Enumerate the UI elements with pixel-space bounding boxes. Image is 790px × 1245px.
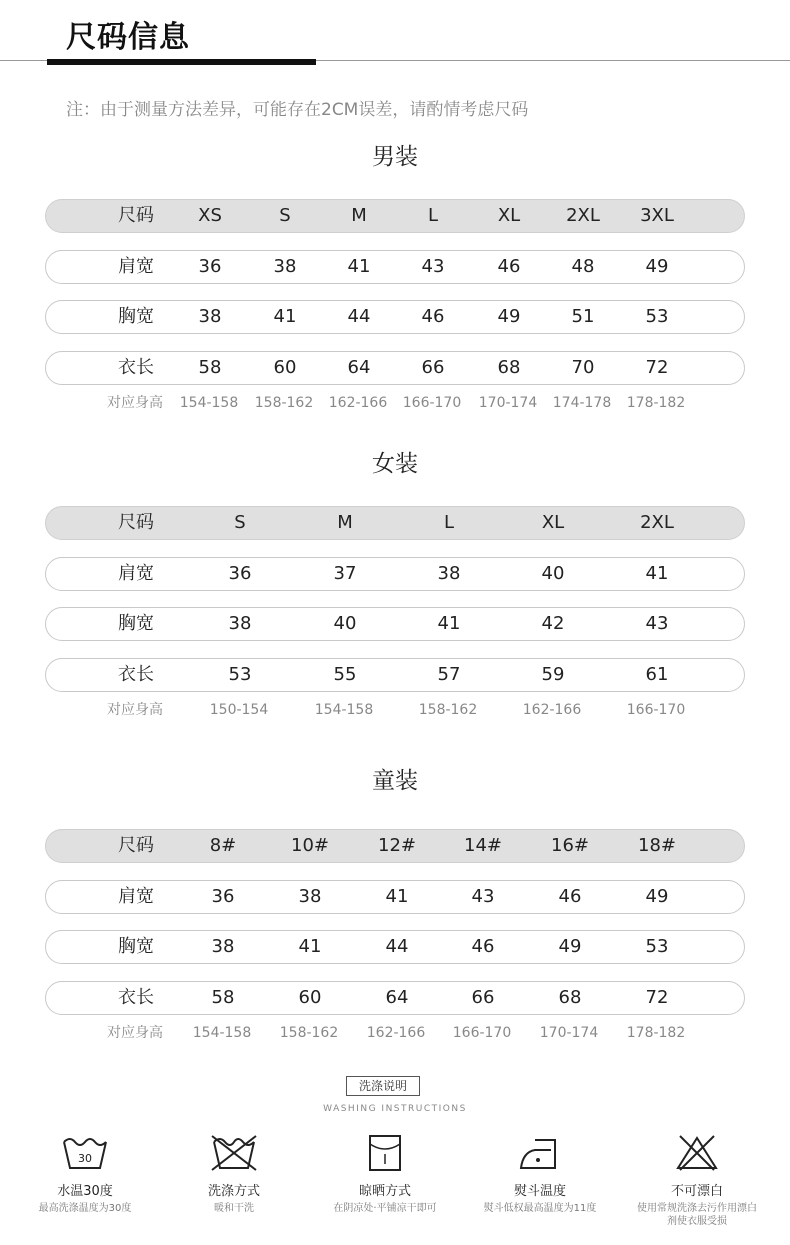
care-title: 不可漂白 xyxy=(670,1184,723,1199)
table-cell: 53 xyxy=(645,936,669,957)
care-title: 洗涤方式 xyxy=(207,1184,260,1199)
iron-icon xyxy=(515,1134,565,1172)
table-cell: 41 xyxy=(273,306,297,327)
table-row-length xyxy=(45,351,745,385)
row-label: 衣长 xyxy=(118,664,154,685)
table-row-shoulder xyxy=(45,250,745,284)
table-row-length xyxy=(45,981,745,1015)
table-cell: 59 xyxy=(541,664,565,685)
table-row-chest xyxy=(45,300,745,334)
table-cell: 49 xyxy=(645,256,669,277)
table-cell: 66 xyxy=(421,357,445,378)
row-label: 胸宽 xyxy=(118,306,154,327)
care-desc: 暖和干洗 xyxy=(214,1203,254,1214)
section-title-kids: 童装 xyxy=(372,768,418,794)
table-cell: 38 xyxy=(211,936,235,957)
table-cell: 49 xyxy=(497,306,521,327)
size-cell: M xyxy=(337,512,353,533)
table-row-length xyxy=(45,658,745,692)
section-title-men: 男装 xyxy=(372,144,418,170)
size-cell: XL xyxy=(541,512,565,533)
height-row xyxy=(45,700,745,720)
height-row xyxy=(45,393,745,413)
table-cell: 36 xyxy=(228,563,252,584)
table-cell: 48 xyxy=(571,256,595,277)
care-title: 晾晒方式 xyxy=(358,1184,411,1199)
table-cell: 41 xyxy=(298,936,322,957)
height-cell: 166-170 xyxy=(626,702,686,718)
height-cell: 166-170 xyxy=(452,1025,512,1041)
size-cell: 14# xyxy=(464,835,502,856)
size-cell: 2XL xyxy=(566,205,600,226)
height-label: 对应身高 xyxy=(107,1025,163,1041)
table-cell: 40 xyxy=(541,563,565,584)
height-cell: 158-162 xyxy=(418,702,478,718)
height-cell: 158-162 xyxy=(254,395,314,411)
care-item-drying xyxy=(310,1134,460,1215)
table-cell: 42 xyxy=(541,613,565,634)
care-title: 水温30度 xyxy=(57,1184,113,1199)
table-cell: 66 xyxy=(471,987,495,1008)
table-cell: 46 xyxy=(421,306,445,327)
height-cell: 162-166 xyxy=(366,1025,426,1041)
table-cell: 68 xyxy=(558,987,582,1008)
section-title-women: 女装 xyxy=(372,451,418,477)
table-cell: 41 xyxy=(347,256,371,277)
height-label: 对应身高 xyxy=(107,702,163,718)
height-cell: 178-182 xyxy=(626,1025,686,1041)
table-cell: 43 xyxy=(421,256,445,277)
size-cell: S xyxy=(234,512,246,533)
row-label: 肩宽 xyxy=(118,563,154,584)
table-cell: 46 xyxy=(497,256,521,277)
care-desc: 在阴凉处·平铺凉干即可 xyxy=(333,1203,437,1214)
table-cell: 44 xyxy=(347,306,371,327)
table-cell: 43 xyxy=(471,886,495,907)
table-row-chest xyxy=(45,930,745,964)
table-cell: 38 xyxy=(198,306,222,327)
size-label: 尺码 xyxy=(118,512,154,533)
care-item-wash-temp xyxy=(10,1134,160,1215)
dry-flat-icon xyxy=(360,1134,410,1172)
size-cell: 18# xyxy=(638,835,676,856)
height-cell: 150-154 xyxy=(209,702,269,718)
height-cell: 158-162 xyxy=(279,1025,339,1041)
height-cell: 154-158 xyxy=(314,702,374,718)
table-cell: 46 xyxy=(471,936,495,957)
height-cell: 154-158 xyxy=(192,1025,252,1041)
size-cell: XL xyxy=(497,205,521,226)
size-cell: XS xyxy=(198,205,222,226)
care-desc: 熨斗低权最高温度为11度 xyxy=(483,1203,597,1214)
size-cell: 16# xyxy=(551,835,589,856)
table-cell: 64 xyxy=(347,357,371,378)
no-bleach-icon xyxy=(672,1134,722,1172)
row-label: 胸宽 xyxy=(118,613,154,634)
size-label: 尺码 xyxy=(118,205,154,226)
washing-title: 洗涤说明 xyxy=(346,1076,420,1096)
height-cell: 166-170 xyxy=(402,395,462,411)
height-cell: 170-174 xyxy=(539,1025,599,1041)
table-cell: 68 xyxy=(497,357,521,378)
height-row xyxy=(45,1023,745,1043)
size-cell: 3XL xyxy=(640,205,674,226)
measurement-note: 注：由于测量方法差异，可能存在2CM误差，请酌情考虑尺码 xyxy=(66,100,529,120)
table-cell: 72 xyxy=(645,987,669,1008)
table-cell: 43 xyxy=(645,613,669,634)
care-item-ironing xyxy=(465,1134,615,1215)
table-cell: 64 xyxy=(385,987,409,1008)
table-cell: 41 xyxy=(437,613,461,634)
height-cell: 154-158 xyxy=(179,395,239,411)
table-cell: 40 xyxy=(333,613,357,634)
height-cell: 162-166 xyxy=(522,702,582,718)
row-label: 衣长 xyxy=(118,357,154,378)
care-item-wash-method xyxy=(159,1134,309,1215)
table-cell: 36 xyxy=(198,256,222,277)
wash-temp-number: 30 xyxy=(78,1152,92,1165)
size-label: 尺码 xyxy=(118,835,154,856)
table-cell: 49 xyxy=(558,936,582,957)
care-item-bleach xyxy=(622,1134,772,1228)
table-cell: 41 xyxy=(385,886,409,907)
size-header-row xyxy=(45,199,745,233)
table-cell: 58 xyxy=(198,357,222,378)
table-cell: 44 xyxy=(385,936,409,957)
table-cell: 60 xyxy=(273,357,297,378)
row-label: 肩宽 xyxy=(118,256,154,277)
size-header-row xyxy=(45,829,745,863)
table-cell: 38 xyxy=(228,613,252,634)
size-cell: M xyxy=(351,205,367,226)
care-desc: 最高洗涤温度为30度 xyxy=(38,1203,132,1214)
table-cell: 61 xyxy=(645,664,669,685)
row-label: 衣长 xyxy=(118,987,154,1008)
table-row-chest xyxy=(45,607,745,641)
washing-subtitle: WASHING INSTRUCTIONS xyxy=(323,1104,467,1114)
table-row-shoulder xyxy=(45,557,745,591)
table-cell: 55 xyxy=(333,664,357,685)
table-cell: 53 xyxy=(228,664,252,685)
table-cell: 38 xyxy=(273,256,297,277)
size-cell: L xyxy=(443,512,455,533)
table-cell: 53 xyxy=(645,306,669,327)
table-cell: 60 xyxy=(298,987,322,1008)
care-desc: 使用常规洗涤去污作用漂白剂使衣服受损 xyxy=(637,1203,757,1227)
height-cell: 162-166 xyxy=(328,395,388,411)
size-cell: 10# xyxy=(291,835,329,856)
size-cell: L xyxy=(427,205,439,226)
size-cell: 12# xyxy=(378,835,416,856)
table-cell: 41 xyxy=(645,563,669,584)
size-cell: 8# xyxy=(209,835,237,856)
no-machine-wash-icon xyxy=(209,1134,259,1172)
wash-30-icon xyxy=(60,1134,110,1172)
height-cell: 178-182 xyxy=(626,395,686,411)
height-cell: 174-178 xyxy=(552,395,612,411)
table-cell: 57 xyxy=(437,664,461,685)
table-cell: 37 xyxy=(333,563,357,584)
header-accent-bar xyxy=(47,59,316,65)
table-cell: 38 xyxy=(298,886,322,907)
page-title: 尺码信息 xyxy=(66,20,190,55)
table-cell: 51 xyxy=(571,306,595,327)
row-label: 胸宽 xyxy=(118,936,154,957)
table-cell: 49 xyxy=(645,886,669,907)
height-label: 对应身高 xyxy=(107,395,163,411)
size-header-row xyxy=(45,506,745,540)
row-label: 肩宽 xyxy=(118,886,154,907)
size-cell: 2XL xyxy=(640,512,674,533)
table-cell: 38 xyxy=(437,563,461,584)
table-cell: 36 xyxy=(211,886,235,907)
table-cell: 46 xyxy=(558,886,582,907)
table-cell: 58 xyxy=(211,987,235,1008)
height-cell: 170-174 xyxy=(478,395,538,411)
care-title: 熨斗温度 xyxy=(513,1184,566,1199)
table-cell: 72 xyxy=(645,357,669,378)
size-cell: S xyxy=(279,205,291,226)
table-row-shoulder xyxy=(45,880,745,914)
table-cell: 70 xyxy=(571,357,595,378)
